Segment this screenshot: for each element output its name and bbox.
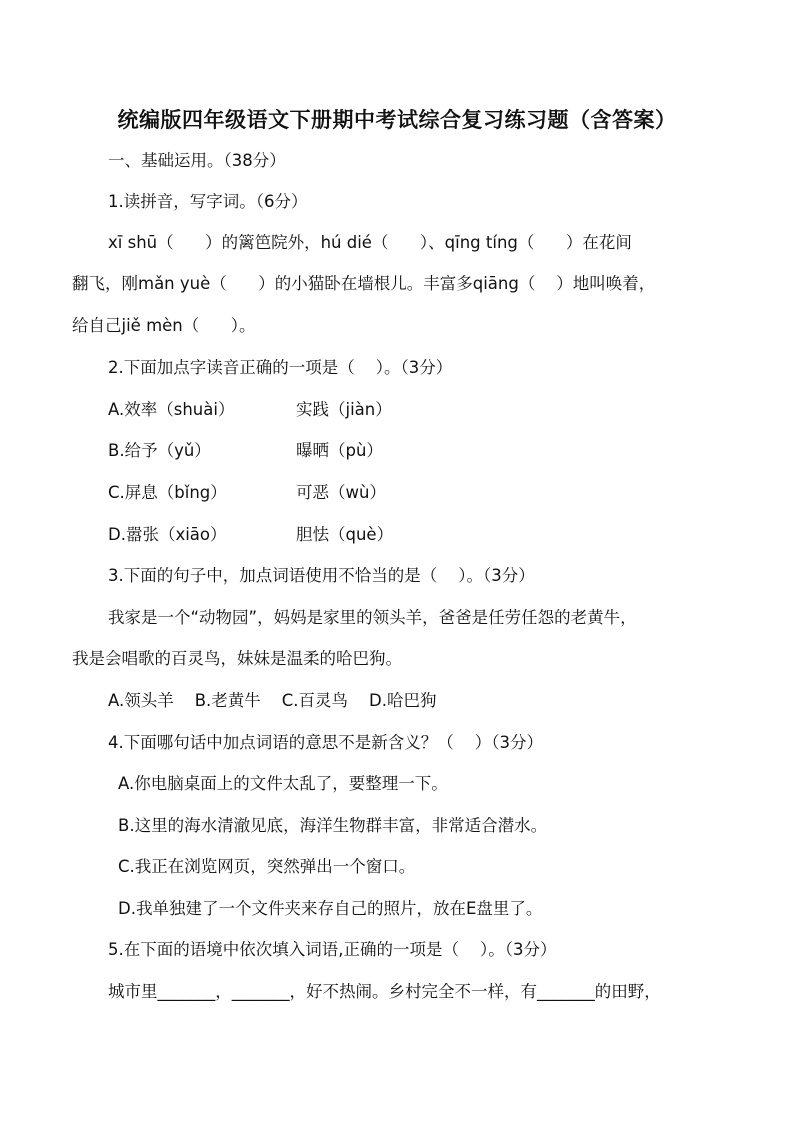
question-2-option-b-2: 曝晒（pù） — [296, 441, 383, 460]
question-2-option-a-2: 实践（jiàn） — [296, 400, 392, 419]
question-5-line-1: 城市里_______，_______，好不热闹。乡村完全不一样，有_______的田野， — [108, 982, 661, 1001]
question-3-line-2: 我是会唱歌的百灵鸟，妹妹是温柔的哈巴狗。 — [72, 649, 402, 668]
page-title: 统编版四年级语文下册期中考试综合复习练习题（含答案） — [117, 108, 677, 132]
question-2-option-c-2: 可恶（wù） — [296, 483, 386, 502]
question-1-line-1: xī shū（ ）的篱笆院外，hú dié（ ）、qīng tíng（ ）在花间 — [108, 233, 632, 252]
question-2-option-d-2: 胆怯（què） — [296, 525, 394, 544]
question-1-stem: 1.读拼音，写字词。（6分） — [108, 192, 308, 211]
question-3-stem: 3.下面的句子中，加点词语使用不恰当的是（ ）。（3分） — [108, 566, 535, 585]
question-5-stem: 5.在下面的语境中依次填入词语,正确的一项是（ ）。（3分） — [108, 940, 557, 959]
question-4-option-c: C.我正在浏览网页，突然弹出一个窗口。 — [118, 857, 416, 876]
question-3-options: A.领头羊 B.老黄牛 C.百灵鸟 D.哈巴狗 — [108, 691, 437, 710]
question-4-option-d: D.我单独建了一个文件夹来存自己的照片，放在E盘里了。 — [118, 899, 543, 918]
question-3-line-1: 我家是一个“动物园”，妈妈是家里的领头羊，爸爸是任劳任怨的老黄牛， — [108, 608, 637, 627]
question-2-stem: 2.下面加点字读音正确的一项是（ ）。（3分） — [108, 358, 453, 377]
section-heading: 一、基础运用。（38分） — [108, 151, 286, 170]
question-2-option-c-1: C.屏息（bǐng） — [108, 483, 227, 502]
question-2-option-d-1: D.嚣张（xiāo） — [108, 525, 227, 544]
question-2-option-b-1: B.给予（yǔ） — [108, 441, 211, 460]
question-2-option-a-1: A.效率（shuài） — [108, 400, 235, 419]
question-4-option-b: B.这里的海水清澈见底，海洋生物群丰富，非常适合潜水。 — [118, 816, 548, 835]
question-1-line-3: 给自己jiě mèn（ ）。 — [72, 316, 256, 335]
question-1-line-2: 翻飞，刚mǎn yuè（ ）的小猫卧在墙根儿。丰富多qiāng（ ）地叫唤着， — [72, 274, 656, 293]
question-4-option-a: A.你电脑桌面上的文件太乱了，要整理一下。 — [118, 774, 448, 793]
question-4-stem: 4.下面哪句话中加点词语的意思不是新含义？（ ）（3分） — [108, 733, 543, 752]
